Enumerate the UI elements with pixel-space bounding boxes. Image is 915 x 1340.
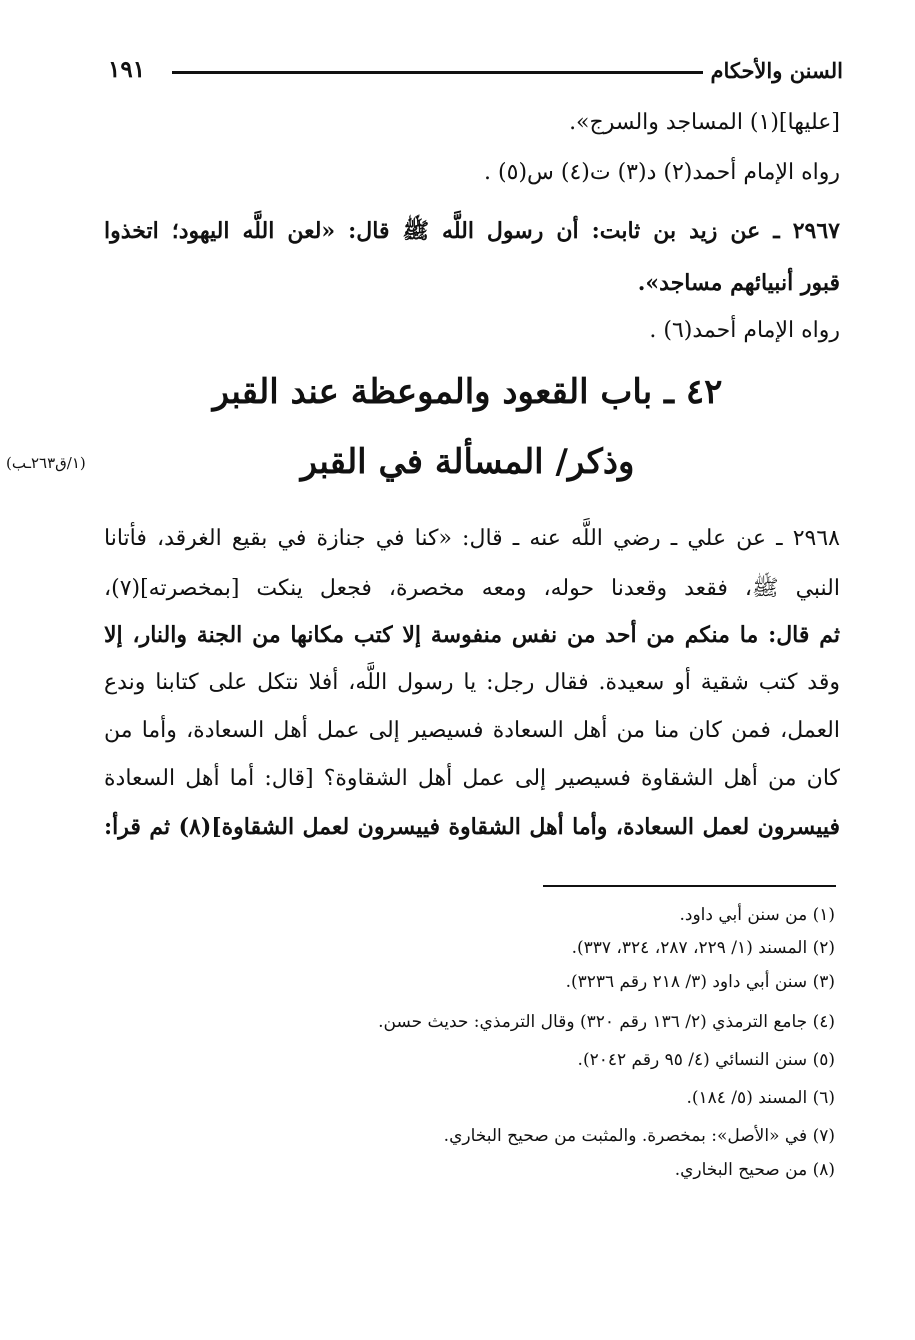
chapter-heading: وذكر/ المسألة في القبر (300, 442, 635, 482)
footnote: (٨) من صحيح البخاري. (674, 1160, 835, 1180)
footnote: (١) من سنن أبي داود. (679, 905, 835, 925)
footnote: (٣) سنن أبي داود (٣/ ٢١٨ رقم ٣٢٣٦). (565, 972, 835, 992)
footnote: (٤) جامع الترمذي (٢/ ١٣٦ رقم ٣٢٠) وقال الترمذي: حديث حسن. (378, 1012, 835, 1032)
hadith-2967-line: قبور أنبيائهم مساجد». (637, 270, 840, 296)
page-number: ١٩١ (108, 56, 146, 83)
text-line: [عليها](١) المساجد والسرج». (569, 110, 840, 135)
hadith-2968-line: العمل، فمن كان منا من أهل السعادة فسيصير إلى عمل أهل السعادة، وأما من (104, 718, 840, 743)
hadith-2968-line: النبي ﷺ، فقعد وقعدنا حوله، ومعه مخصرة، فجعل ينكت [بمخصرته](٧)، (104, 576, 840, 601)
footnote: (٢) المسند (١/ ٢٢٩، ٢٨٧، ٣٢٤، ٣٣٧). (571, 938, 835, 958)
hadith-2967-line: ٢٩٦٧ ـ عن زيد بن ثابت: أن رسول اللَّه ﷺ قال: «لعن اللَّه اليهود؛ اتخذوا (104, 218, 840, 244)
hadith-2968-line: كان من أهل الشقاوة فسيصير إلى عمل أهل الشقاوة؟ [قال: أما أهل السعادة (104, 766, 840, 791)
footnote: (٧) في «الأصل»: بمخصرة. والمثبت من صحيح البخاري. (443, 1126, 835, 1146)
hadith-2967-line: رواه الإمام أحمد(٦) . (649, 318, 840, 343)
running-title: السنن والأحكام (710, 58, 843, 83)
hadith-2968-line: ثم قال: ما منكم من أحد من نفس منفوسة إلا كتب مكانها من الجنة والنار، إلا (104, 622, 840, 648)
footnote: (٥) سنن النسائي (٤/ ٩٥ رقم ٢٠٤٢). (577, 1050, 835, 1070)
footnote-rule (543, 885, 836, 887)
text-line: رواه الإمام أحمد(٢) د(٣) ت(٤) س(٥) . (484, 160, 840, 185)
footnote: (٦) المسند (٥/ ١٨٤). (686, 1088, 835, 1108)
hadith-2968-line: وقد كتب شقية أو سعيدة. فقال رجل: يا رسول اللَّه، أفلا نتكل على كتابنا وندع (104, 670, 840, 695)
hadith-2968-line: ٢٩٦٨ ـ عن علي ـ رضي اللَّه عنه ـ قال: «كنا في جنازة في بقيع الغرقد، فأتانا (104, 526, 840, 551)
folio-mark: (١/ق٢٦٣ـب) (6, 454, 86, 472)
hadith-2968-line: فييسرون لعمل السعادة، وأما أهل الشقاوة فييسرون لعمل الشقاوة](٨) ثم قرأ: (104, 814, 840, 840)
chapter-heading: ٤٢ ـ باب القعود والموعظة عند القبر (212, 372, 723, 412)
header-rule (172, 71, 703, 74)
